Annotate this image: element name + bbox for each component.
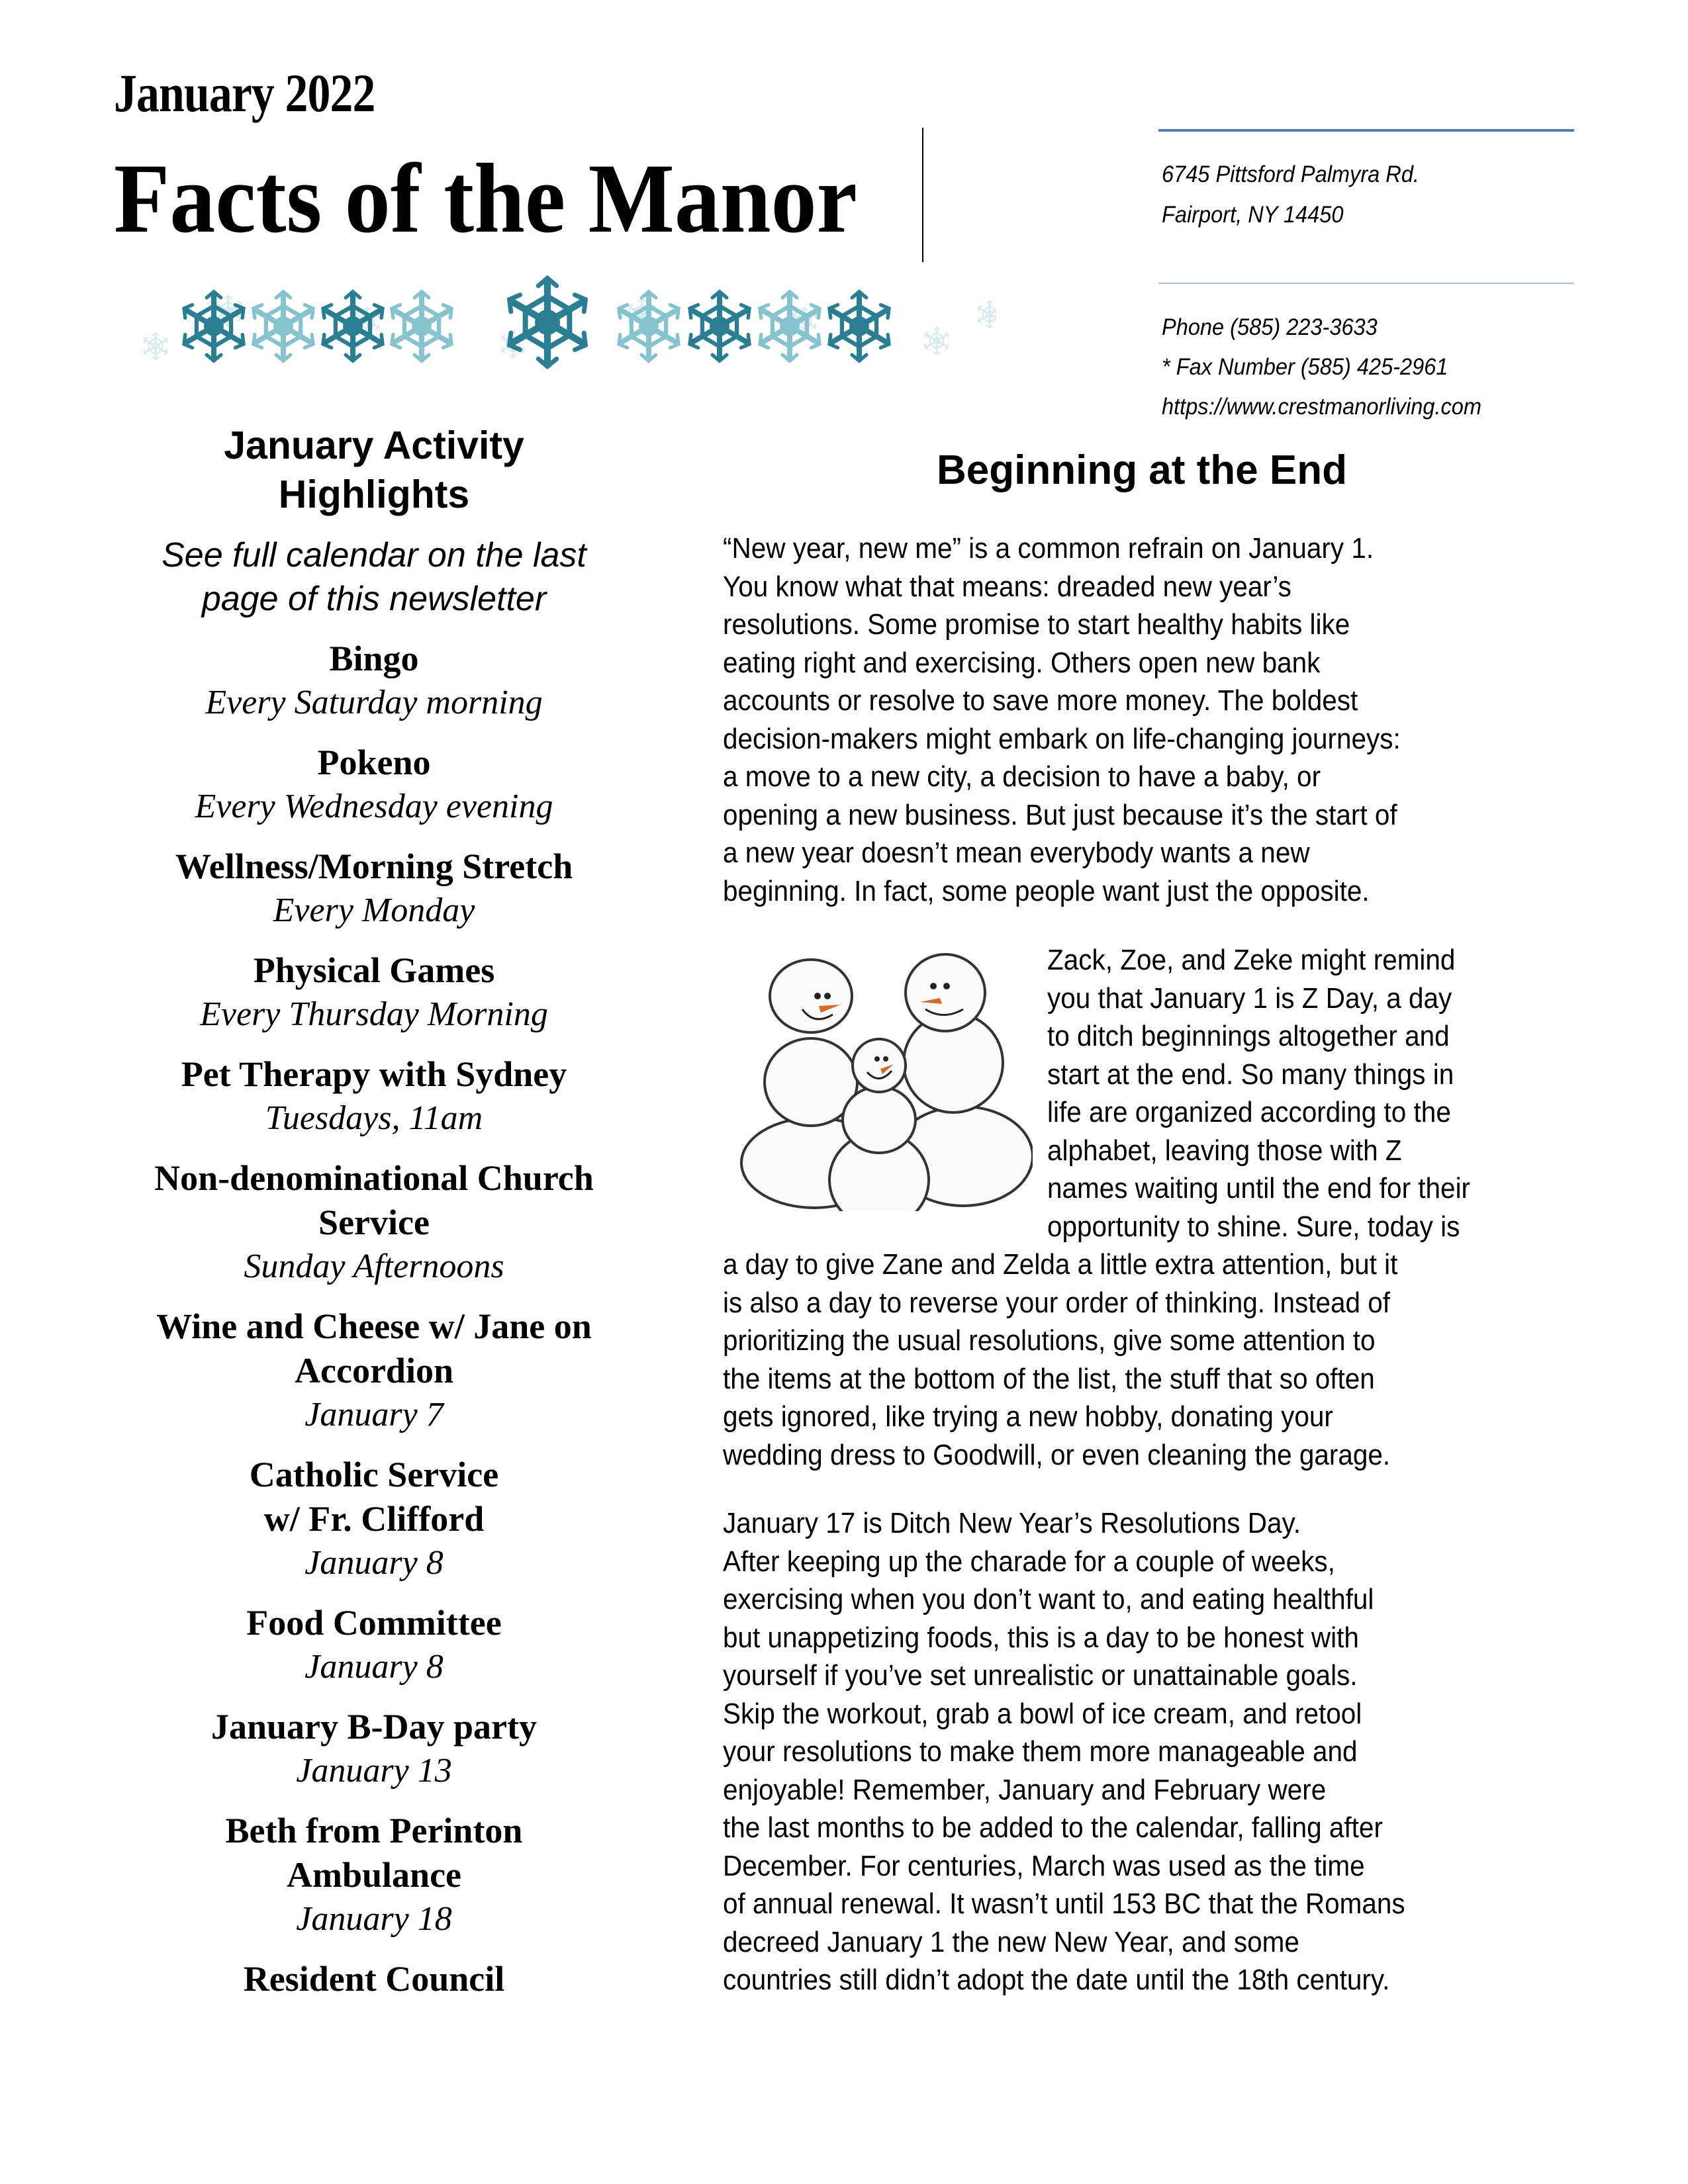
activity-name: Beth from Perinton xyxy=(225,1811,523,1850)
article-line: names waiting until the end for their xyxy=(1047,1172,1471,1205)
activity-schedule: Every Monday xyxy=(273,891,475,929)
article-line: of annual renewal. It wasn’t until 153 BC that the Romans xyxy=(723,1888,1405,1920)
activity-schedule: Tuesdays, 11am xyxy=(265,1099,483,1137)
activity-name: Bingo xyxy=(329,639,419,678)
activity-name: Pokeno xyxy=(317,743,431,782)
website-link[interactable]: https://www.crestmanorliving.com xyxy=(1162,394,1481,420)
article-line: alphabet, leaving those with Z xyxy=(1047,1134,1402,1167)
article-line: You know what that means: dreaded new year’s xyxy=(723,570,1291,603)
newsletter-title: Facts of the Manor xyxy=(114,144,857,253)
article-line: start at the end. So many things in xyxy=(1047,1058,1454,1091)
article-line: opportunity to shine. Sure, today is xyxy=(1047,1210,1460,1243)
article-line: Zack, Zoe, and Zeke might remind xyxy=(1047,944,1456,976)
activity-name: January B-Day party xyxy=(211,1707,537,1747)
article-line: opening a new business. But just because it’s the start of xyxy=(723,798,1397,831)
article-line: decision-makers might embark on life-changing journeys: xyxy=(723,722,1401,755)
activity-schedule: January 18 xyxy=(296,1900,452,1938)
activity-item xyxy=(119,637,629,725)
article-line: beginning. In fact, some people want just the opposite. xyxy=(723,874,1370,907)
activity-name: Resident Council xyxy=(243,1959,505,1999)
snowman-family-icon xyxy=(728,940,1033,1211)
article-line: to ditch beginnings altogether and xyxy=(1047,1020,1450,1052)
activity-name: Accordion xyxy=(295,1351,453,1390)
article-line: a new year doesn’t mean everybody wants a new xyxy=(723,837,1310,869)
article-line: but unappetizing foods, this is a day to be honest with xyxy=(723,1621,1359,1654)
activity-heading-line-1: January Activity xyxy=(224,424,524,467)
activity-name: Ambulance xyxy=(286,1855,461,1895)
activity-item xyxy=(119,1052,629,1140)
address-line-1: 6745 Pittsford Palmyra Rd. xyxy=(1162,161,1419,187)
article-line: countries still didn’t adopt the date until the 18th century. xyxy=(723,1964,1390,1996)
article-line: December. For centuries, March was used as the time xyxy=(723,1849,1365,1882)
activity-name: Wellness/Morning Stretch xyxy=(175,846,573,886)
article-line: life are organized according to the xyxy=(1047,1096,1451,1128)
activity-schedule: January 8 xyxy=(305,1544,444,1582)
article-paragraph-1 xyxy=(723,529,1577,910)
activity-item xyxy=(119,741,629,829)
article-line: yourself if you’ve set unrealistic or unattainable goals. xyxy=(723,1659,1358,1692)
article-line: is also a day to reverse your order of thinking. Instead of xyxy=(723,1286,1391,1319)
article-line: eating right and exercising. Others open new bank xyxy=(723,646,1321,679)
activity-heading-line-2: Highlights xyxy=(278,473,470,516)
activity-item xyxy=(119,1156,629,1289)
article-line: wedding dress to Goodwill, or even cleaning the garage. xyxy=(723,1438,1391,1471)
activity-name: Pet Therapy with Sydney xyxy=(181,1054,567,1094)
activity-item xyxy=(119,1957,629,2001)
activity-heading xyxy=(119,421,629,519)
article-line: a day to give Zane and Zelda a little extra attention, but it xyxy=(723,1248,1398,1281)
activity-schedule: January 8 xyxy=(305,1648,444,1686)
article-paragraph-2-wrap xyxy=(1047,941,1577,1246)
fax-number: * Fax Number (585) 425-2961 xyxy=(1162,354,1448,380)
article-line: decreed January 1 the new New Year, and some xyxy=(723,1925,1299,1958)
title-divider xyxy=(922,128,923,262)
activity-schedule: Every Saturday morning xyxy=(205,684,543,721)
article-paragraph-2 xyxy=(723,1246,1577,1474)
article-line: prioritizing the usual resolutions, give some attention to xyxy=(723,1324,1376,1357)
article-line: the items at the bottom of the list, the stuff that so often xyxy=(723,1362,1375,1395)
activity-name: Catholic Service xyxy=(249,1455,499,1494)
activity-item xyxy=(119,1809,629,1941)
activity-schedule: Every Thursday Morning xyxy=(200,995,548,1033)
article-paragraph-3 xyxy=(723,1504,1577,1999)
activity-name: Physical Games xyxy=(253,950,495,990)
article-title: Beginning at the End xyxy=(937,447,1347,493)
article-line: accounts or resolve to save more money. The boldest xyxy=(723,684,1358,717)
activity-schedule: Every Wednesday evening xyxy=(195,788,553,825)
contact-rule-middle xyxy=(1158,283,1574,284)
article-line: Skip the workout, grab a bowl of ice cream, and retool xyxy=(723,1697,1362,1730)
phone-number: Phone (585) 223-3633 xyxy=(1162,314,1378,340)
activity-name: Food Committee xyxy=(246,1603,502,1643)
activity-name: w/ Fr. Clifford xyxy=(263,1499,485,1539)
activity-item xyxy=(119,1705,629,1793)
article-line: January 17 is Ditch New Year’s Resolutions Day. xyxy=(723,1507,1301,1539)
article-line: your resolutions to make them more manageable and xyxy=(723,1735,1358,1768)
activity-schedule: January 7 xyxy=(305,1396,444,1433)
activity-item xyxy=(119,1453,629,1585)
snowflake-banner-icon xyxy=(142,268,996,374)
article-line: a move to a new city, a decision to have a baby, or xyxy=(723,760,1321,793)
article-line: enjoyable! Remember, January and February were xyxy=(723,1773,1327,1806)
activity-item xyxy=(119,948,629,1036)
article-line: exercising when you don’t want to, and eating healthful xyxy=(723,1583,1374,1615)
activity-item xyxy=(119,1304,629,1437)
calendar-note xyxy=(119,533,629,621)
activity-list xyxy=(119,637,629,2001)
activity-item xyxy=(119,1601,629,1689)
activity-name: Wine and Cheese w/ Jane on xyxy=(156,1306,592,1346)
address-line-2: Fairport, NY 14450 xyxy=(1162,202,1344,228)
article-line: After keeping up the charade for a couple of weeks, xyxy=(723,1545,1335,1578)
article-line: “New year, new me” is a common refrain on January 1. xyxy=(723,532,1374,565)
calendar-note-line-1: See full calendar on the last xyxy=(162,536,586,574)
contact-rule-top xyxy=(1158,129,1574,132)
issue-date: January 2022 xyxy=(114,63,375,123)
activity-item xyxy=(119,844,629,933)
activity-name: Non-denominational Church xyxy=(154,1158,594,1198)
calendar-note-line-2: page of this newsletter xyxy=(201,580,547,618)
article-line: the last months to be added to the calendar, falling after xyxy=(723,1811,1383,1844)
activity-name: Service xyxy=(318,1203,430,1242)
article-line: gets ignored, like trying a new hobby, donating your xyxy=(723,1400,1333,1433)
article-line: resolutions. Some promise to start healthy habits like xyxy=(723,608,1350,641)
activity-schedule: January 13 xyxy=(296,1752,452,1790)
activity-schedule: Sunday Afternoons xyxy=(244,1248,504,1285)
activity-highlights xyxy=(119,421,629,2001)
article-line: you that January 1 is Z Day, a day xyxy=(1047,981,1452,1015)
